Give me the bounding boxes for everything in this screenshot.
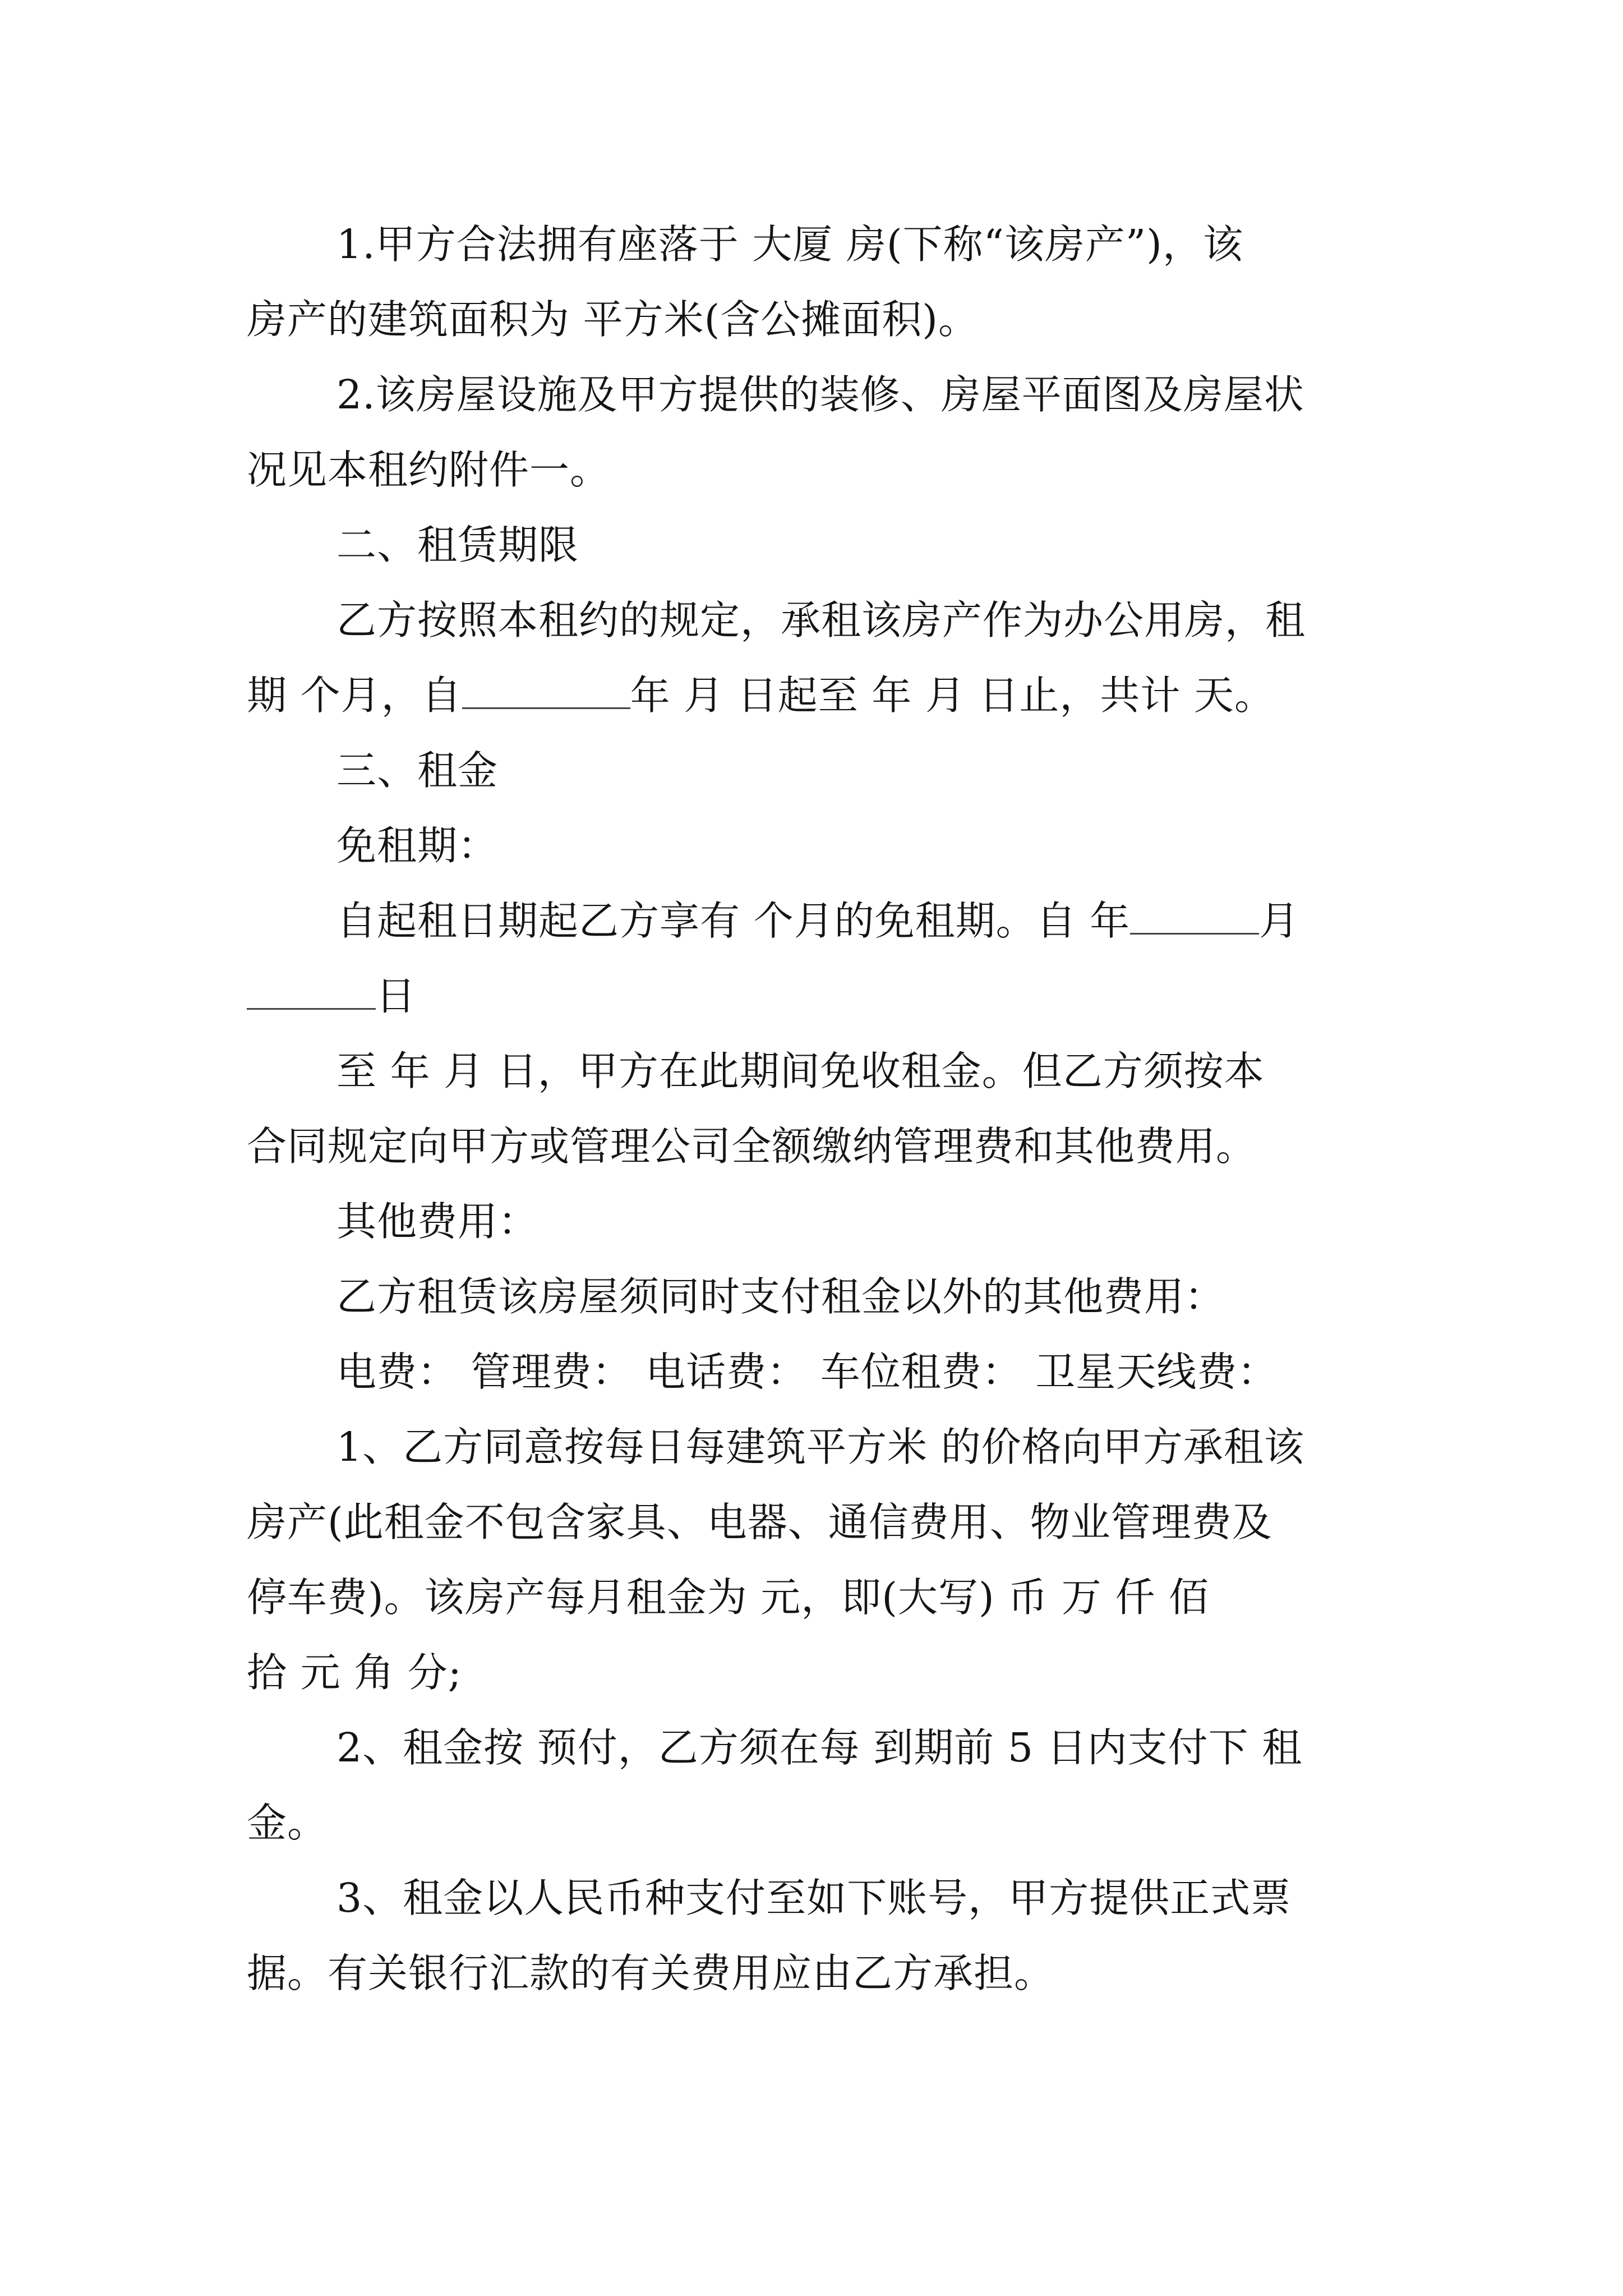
paragraph-line: 2、租金按 预付，乙方须在每 到期前 5 日内支付下 租 — [336, 1724, 1303, 1771]
paragraph-line: 乙方租赁该房屋须同时支付租金以外的其他费用： — [336, 1273, 1225, 1320]
paragraph-line: 至 年 月 日，甲方在此期间免收租金。但乙方须按本 — [336, 1048, 1265, 1094]
text-segment: 自起租日期起乙方享有 个月的免租期。自 年 — [336, 898, 1131, 944]
paragraph-line: 金。 — [247, 1800, 328, 1846]
fill-in-blank — [462, 664, 630, 709]
paragraph-line: 停车费)。该房产每月租金为 元，即(大写) 币 万 仟 佰 — [247, 1574, 1209, 1621]
subheading: 其他费用： — [336, 1198, 539, 1245]
paragraph-line: 2.该房屋设施及甲方提供的装修、房屋平面图及房屋状 — [336, 371, 1304, 418]
text-segment: 日 — [376, 973, 417, 1019]
paragraph-line: 3、租金以人民币种支付至如下账号，甲方提供正式票 — [336, 1875, 1292, 1921]
paragraph-line: 1.甲方合法拥有座落于 大厦 房(下称“该房产”)，该 — [336, 221, 1243, 268]
paragraph-line: 合同规定向甲方或管理公司全额缴纳管理费和其他费用。 — [247, 1123, 1257, 1170]
fill-in-blank — [1130, 889, 1259, 935]
paragraph-line: 房产(此租金不包含家具、电器、通信费用、物业管理费及 — [247, 1499, 1272, 1545]
text-segment: 月 — [1259, 898, 1300, 944]
subheading: 免租期： — [336, 822, 499, 869]
paragraph-line-with-blank — [336, 887, 1391, 955]
fill-in-blank — [247, 964, 376, 1010]
paragraph-line: 况见本租约附件一。 — [247, 447, 611, 493]
text-segment: 年 月 日起至 年 月 日止，共计 天。 — [630, 672, 1275, 719]
paragraph-line: 房产的建筑面积为 平方米(含公摊面积)。 — [247, 296, 979, 343]
paragraph-line-with-blank — [247, 963, 1391, 1030]
paragraph-line: 1、乙方同意按每日每建筑平方米 的价格向甲方承租该 — [336, 1424, 1304, 1470]
paragraph-line: 拾 元 角 分; — [247, 1649, 462, 1696]
text-segment: 期 个月，自 — [247, 672, 462, 719]
section-heading: 二、租赁期限 — [336, 522, 579, 568]
paragraph-line: 乙方按照本租约的规定，承租该房产作为办公用房，租 — [336, 597, 1306, 643]
paragraph-line: 据。有关银行汇款的有关费用应由乙方承担。 — [247, 1950, 1055, 1996]
fee-list-line: 电费： 管理费： 电话费： 车位租费： 卫星天线费： — [336, 1349, 1278, 1395]
paragraph-line-with-blank — [247, 662, 1391, 729]
section-heading: 三、租金 — [336, 747, 499, 794]
